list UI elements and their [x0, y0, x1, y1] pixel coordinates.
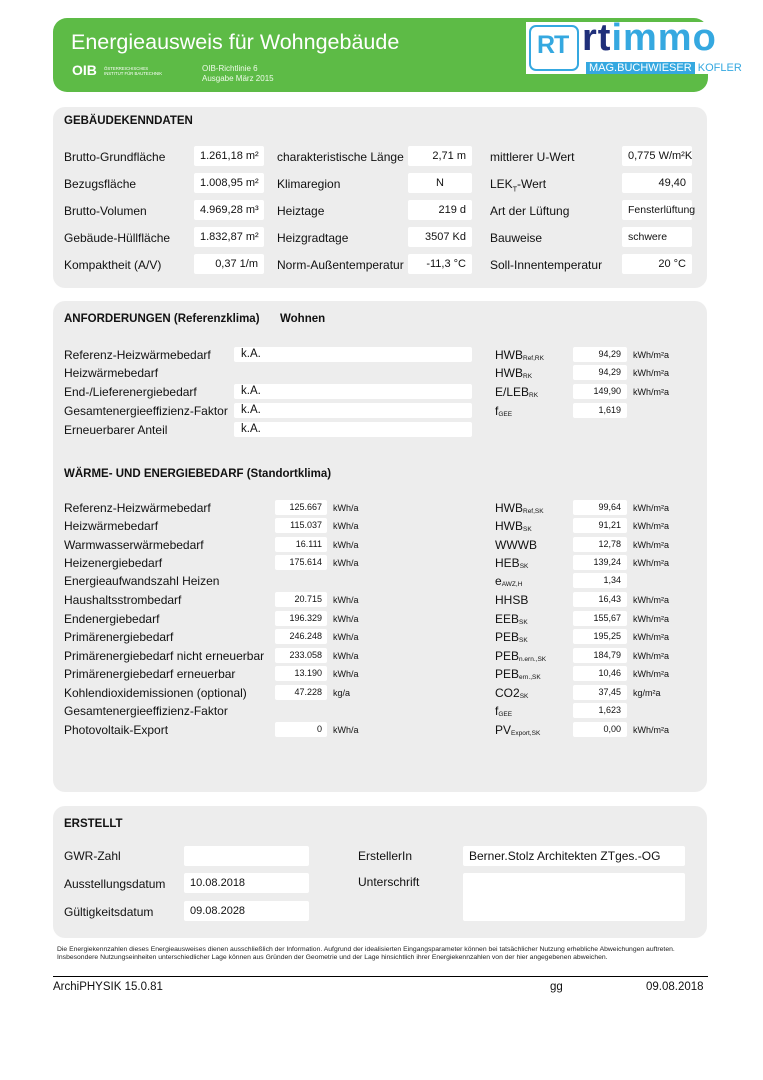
kenndaten-value: 1.832,87 m² [194, 227, 264, 247]
bedarf-symbol [495, 667, 541, 681]
bedarf-value: 233.058 [275, 648, 327, 663]
bedarf-unit: kWh/a [333, 540, 359, 550]
bedarf-symbol-sub: ern.,SK [519, 674, 541, 681]
kenndaten-label-text: Soll-Innentemperatur [490, 258, 603, 272]
footer-divider [53, 976, 708, 977]
bedarf-specific-value: 37,45 [573, 685, 627, 700]
bedarf-specific-value: 12,78 [573, 537, 627, 552]
kenndaten-label [64, 231, 170, 245]
bedarf-symbol [495, 501, 544, 515]
kenndaten-label [277, 177, 340, 191]
erstellt-title: ERSTELLT [64, 818, 123, 830]
bedarf-specific-value: 139,24 [573, 555, 627, 570]
bedarf-specific-unit: kWh/m²a [633, 725, 669, 735]
bedarf-symbol-text: HWB [495, 519, 523, 533]
bedarf-symbol-sub: Ref,SK [523, 508, 544, 515]
bedarf-label: Haushaltsstrombedarf [64, 593, 182, 607]
bedarf-symbol-text: PEB [495, 630, 520, 644]
bedarf-specific-value: 1,623 [573, 703, 627, 718]
kenndaten-value: 2,71 m [408, 146, 472, 166]
company-logo-wordmark: rtimmo [582, 17, 717, 59]
gwr-field [184, 846, 309, 866]
ersteller-label: ErstellerIn [358, 849, 413, 863]
bedarf-value: 13.190 [275, 666, 327, 681]
document-title: Energieausweis für Wohngebäude [71, 30, 400, 54]
bedarf-label: Primärenergiebedarf [64, 630, 174, 644]
kenndaten-value: 4.969,28 m³ [194, 200, 264, 220]
bedarf-symbol-sub: SK [519, 563, 529, 570]
bedarf-unit: kWh/a [333, 521, 359, 531]
bedarf-label: Kohlendioxidemissionen (optional) [64, 686, 247, 700]
anforderung-symbol-text: f [495, 404, 499, 418]
unterschrift-field [463, 873, 685, 921]
bedarf-label: Referenz-Heizwärmebedarf [64, 501, 211, 515]
kenndaten-label-text: Norm-Außentemperatur [277, 258, 404, 272]
bedarf-value: 0 [275, 722, 327, 737]
software-version: ArchiPHYSIK 15.0.81 [53, 981, 163, 993]
bedarf-symbol-sub: SK [519, 619, 528, 626]
oib-logo-subtext: ÖSTERREICHISCHES INSTITUT FÜR BAUTECHNIK [104, 66, 163, 76]
kenndaten-label-text: mittlerer U-Wert [490, 150, 575, 164]
bedarf-specific-value: 155,67 [573, 611, 627, 626]
bedarf-specific-value: 99,64 [573, 500, 627, 515]
anforderung-requirement-value: k.A. [241, 385, 261, 397]
kenndaten-label [490, 204, 569, 218]
author-initials: gg [550, 981, 563, 993]
ausgabe-label: Ausgabe März 2015 [202, 74, 274, 83]
kenndaten-value: -11,3 °C [408, 254, 472, 274]
bedarf-label: Photovoltaik-Export [64, 723, 169, 737]
bedarf-symbol [495, 723, 540, 737]
kenndaten-value: 49,40 [622, 173, 692, 193]
anforderung-label: Erneuerbarer Anteil [64, 423, 168, 437]
bedarf-unit: kWh/a [333, 558, 359, 568]
bedarf-symbol-sub: AWZ,H [501, 581, 523, 588]
bedarf-specific-value: 91,21 [573, 518, 627, 533]
bedarf-symbol [495, 649, 546, 663]
anforderung-symbol-text: HWB [495, 366, 523, 380]
bedarf-unit: kWh/a [333, 614, 359, 624]
bedarf-value: 16.111 [275, 537, 327, 552]
bedarf-symbol-sub: SK [523, 526, 532, 533]
bedarf-specific-value: 0,00 [573, 722, 627, 737]
gueltigkeitsdatum-field: 09.08.2028 [184, 901, 309, 921]
kenndaten-label [490, 231, 542, 245]
bedarf-unit: kWh/a [333, 669, 359, 679]
kenndaten-label-text: charakteristische Länge [277, 150, 404, 164]
bedarf-specific-value: 1,34 [573, 573, 627, 588]
kenndaten-value: 219 d [408, 200, 472, 220]
bedarf-specific-unit: kWh/m²a [633, 558, 669, 568]
anforderung-symbol-sub: GEE [498, 411, 513, 418]
bedarf-specific-unit: kWh/m²a [633, 669, 669, 679]
bedarf-label: Heizwärmebedarf [64, 519, 159, 533]
bedarf-symbol-text: WWWB [495, 538, 537, 552]
bedarf-symbol-sub: n.ern.,SK [519, 656, 547, 663]
kenndaten-label-text: Heiztage [277, 204, 325, 218]
kenndaten-value: schwere [622, 227, 692, 247]
kenndaten-label [64, 150, 165, 164]
anforderung-value: 94,29 [573, 365, 627, 380]
kenndaten-value: 0,775 W/m²K [622, 146, 692, 166]
bedarf-symbol-text: HWB [495, 501, 523, 515]
bedarf-symbol-sub: SK [519, 693, 529, 700]
anforderung-symbol [495, 385, 538, 399]
kenndaten-label-suffix: -Wert [516, 177, 547, 191]
ausstellungsdatum-label: Ausstellungsdatum [64, 877, 166, 891]
bedarf-value: 115.037 [275, 518, 327, 533]
kenndaten-label [64, 258, 161, 272]
bedarf-symbol [495, 612, 528, 626]
bedarf-unit: kWh/a [333, 595, 359, 605]
anforderung-requirement-value: k.A. [241, 404, 261, 416]
bedarf-specific-unit: kg/m²a [633, 688, 661, 698]
anforderungen-subtitle: Wohnen [280, 313, 326, 325]
anforderung-symbol-sub: RK [523, 373, 533, 380]
kenndaten-label [64, 177, 136, 191]
anforderung-requirement-value: k.A. [241, 348, 261, 360]
anforderung-label: Referenz-Heizwärmebedarf [64, 348, 211, 362]
oib-logo: OIB [72, 62, 97, 78]
gwr-label: GWR-Zahl [64, 849, 121, 863]
bedarf-value: 20.715 [275, 592, 327, 607]
bedarf-specific-value: 195,25 [573, 629, 627, 644]
kenndaten-label-text: Kompaktheit (A/V) [64, 258, 162, 272]
bedarf-symbol [495, 630, 528, 644]
bedarf-specific-value: 16,43 [573, 592, 627, 607]
anforderung-label: End-/Lieferenergiebedarf [64, 385, 197, 399]
company-logo-badge: RT [529, 25, 579, 71]
bedarf-specific-unit: kWh/m²a [633, 503, 669, 513]
kenndaten-label [490, 150, 574, 164]
kenndaten-label-text: LEK [490, 177, 513, 191]
kenndaten-label [490, 177, 546, 193]
kenndaten-label [64, 204, 147, 218]
bedarf-symbol [495, 519, 532, 533]
anforderung-symbol-sub: RK [529, 392, 539, 399]
bedarf-symbol [495, 556, 528, 570]
gueltigkeitsdatum-label: Gültigkeitsdatum [64, 905, 154, 919]
waerme-title: WÄRME- UND ENERGIEBEDARF (Standortklima) [64, 468, 332, 480]
anforderung-symbol [495, 366, 532, 380]
anforderung-label: Gesamtenergieeffizienz-Faktor [64, 404, 228, 418]
anforderung-unit: kWh/m²a [633, 350, 669, 360]
bedarf-unit: kWh/a [333, 503, 359, 513]
bedarf-unit: kg/a [333, 688, 351, 698]
bedarf-symbol-text: HHSB [495, 593, 529, 607]
bedarf-symbol-sub: Export,SK [511, 730, 541, 737]
bedarf-specific-unit: kWh/m²a [633, 651, 669, 661]
bedarf-symbol-text: PEB [495, 649, 520, 663]
kenndaten-label-text: Heizgradtage [277, 231, 349, 245]
bedarf-value: 125.667 [275, 500, 327, 515]
bedarf-specific-unit: kWh/m²a [633, 521, 669, 531]
kenndaten-label [277, 204, 324, 218]
bedarf-symbol [495, 538, 537, 552]
anforderung-value: 94,29 [573, 347, 627, 362]
bedarf-symbol [495, 704, 512, 718]
anforderung-symbol-sub: Ref,RK [523, 355, 544, 362]
kenndaten-label-text: Klimaregion [277, 177, 341, 191]
kenndaten-label-text: Bauweise [490, 231, 543, 245]
bedarf-specific-unit: kWh/m²a [633, 614, 669, 624]
bedarf-specific-value: 184,79 [573, 648, 627, 663]
anforderungen-title: ANFORDERUNGEN (Referenzklima) [64, 313, 260, 325]
disclaimer-text: Die Energiekennzahlen dieses Energieausweises dienen ausschließlich der Information. Aufgrund der idealisierten Eingangsparameter können bei tatsächlicher Nutzung erhebliche Abweichungen auftreten. Insbesondere Nutzungseinheiten unterschiedlicher Lage können aus Gründen der Geometrie und der Lage hinsichtlich ihrer Energiekennzahlen von der hier angegebenen abweichen. [57, 946, 675, 961]
bedarf-specific-unit: kWh/m²a [633, 540, 669, 550]
kenndaten-label [277, 150, 404, 164]
kenndaten-value: 3507 Kd [408, 227, 472, 247]
ersteller-field: Berner.Stolz Architekten ZTges.-OG [463, 846, 685, 866]
anforderung-unit: kWh/m²a [633, 368, 669, 378]
bedarf-unit: kWh/a [333, 725, 359, 735]
anforderung-value: 149,90 [573, 384, 627, 399]
bedarf-label: Primärenergiebedarf nicht erneuerbar [64, 649, 265, 663]
bedarf-specific-unit: kWh/m²a [633, 595, 669, 605]
bedarf-symbol [495, 574, 522, 588]
ausstellungsdatum-field: 10.08.2018 [184, 873, 309, 893]
gebaeudekenndaten-title: GEBÄUDEKENNDATEN [64, 115, 193, 127]
anforderung-unit: kWh/m²a [633, 387, 669, 397]
kenndaten-label-text: Brutto-Volumen [64, 204, 147, 218]
anforderung-requirement-field [234, 403, 472, 418]
kenndaten-label-text: Art der Lüftung [490, 204, 570, 218]
bedarf-specific-value: 10,46 [573, 666, 627, 681]
bedarf-symbol-sub: GEE [498, 711, 513, 718]
bedarf-value: 246.248 [275, 629, 327, 644]
anforderung-symbol [495, 348, 544, 362]
bedarf-symbol-text: f [495, 704, 499, 718]
bedarf-specific-unit: kWh/m²a [633, 632, 669, 642]
bedarf-value: 175.614 [275, 555, 327, 570]
kenndaten-label-text: Bezugsfläche [64, 177, 137, 191]
bedarf-value: 196.329 [275, 611, 327, 626]
kenndaten-label [277, 258, 404, 272]
bedarf-label: Primärenergiebedarf erneuerbar [64, 667, 236, 681]
kenndaten-label-text: Brutto-Grundfläche [64, 150, 166, 164]
bedarf-symbol [495, 686, 528, 700]
anforderung-value: 1,619 [573, 403, 627, 418]
bedarf-label: Gesamtenergieeffizienz-Faktor [64, 704, 228, 718]
kenndaten-value: N [408, 173, 472, 193]
anforderung-requirement-field [234, 422, 472, 437]
unterschrift-label: Unterschrift [358, 875, 420, 889]
kenndaten-value: 1.261,18 m² [194, 146, 264, 166]
kenndaten-label [490, 258, 602, 272]
bedarf-symbol-sub: SK [519, 637, 528, 644]
bedarf-symbol-text: EEB [495, 612, 520, 626]
bedarf-symbol-text: HEB [495, 556, 520, 570]
bedarf-label: Warmwasserwärmebedarf [64, 538, 204, 552]
bedarf-label: Energieaufwandszahl Heizen [64, 574, 220, 588]
anforderung-symbol-text: HWB [495, 348, 523, 362]
kenndaten-value: 0,37 1/m [194, 254, 264, 274]
anforderung-label: Heizwärmebedarf [64, 366, 159, 380]
kenndaten-value: 1.008,95 m² [194, 173, 264, 193]
bedarf-symbol-text: CO2 [495, 686, 520, 700]
company-logo-subtext: MAG.BUCHWIESER KOFLER [586, 62, 742, 74]
print-date: 09.08.2018 [646, 981, 704, 993]
richtlinie-label: OIB-Richtlinie 6 [202, 64, 258, 73]
bedarf-symbol [495, 593, 528, 607]
anforderung-symbol-text: E/LEB [495, 385, 530, 399]
kenndaten-label-sub: T [512, 186, 517, 194]
bedarf-label: Endenergiebedarf [64, 612, 160, 626]
bedarf-unit: kWh/a [333, 632, 359, 642]
kenndaten-label-text: Gebäude-Hüllfläche [64, 231, 171, 245]
kenndaten-value: 20 °C [622, 254, 692, 274]
anforderung-requirement-value: k.A. [241, 423, 261, 435]
anforderung-requirement-field [234, 384, 472, 399]
bedarf-value: 47.228 [275, 685, 327, 700]
bedarf-symbol-text: PEB [495, 667, 520, 681]
bedarf-symbol-text: PV [495, 723, 512, 737]
kenndaten-label [277, 231, 348, 245]
anforderung-requirement-field [234, 347, 472, 362]
bedarf-label: Heizenergiebedarf [64, 556, 163, 570]
anforderung-symbol [495, 404, 512, 418]
bedarf-symbol-text: e [495, 574, 502, 588]
kenndaten-value: Fensterlüftung [622, 200, 692, 220]
bedarf-unit: kWh/a [333, 651, 359, 661]
